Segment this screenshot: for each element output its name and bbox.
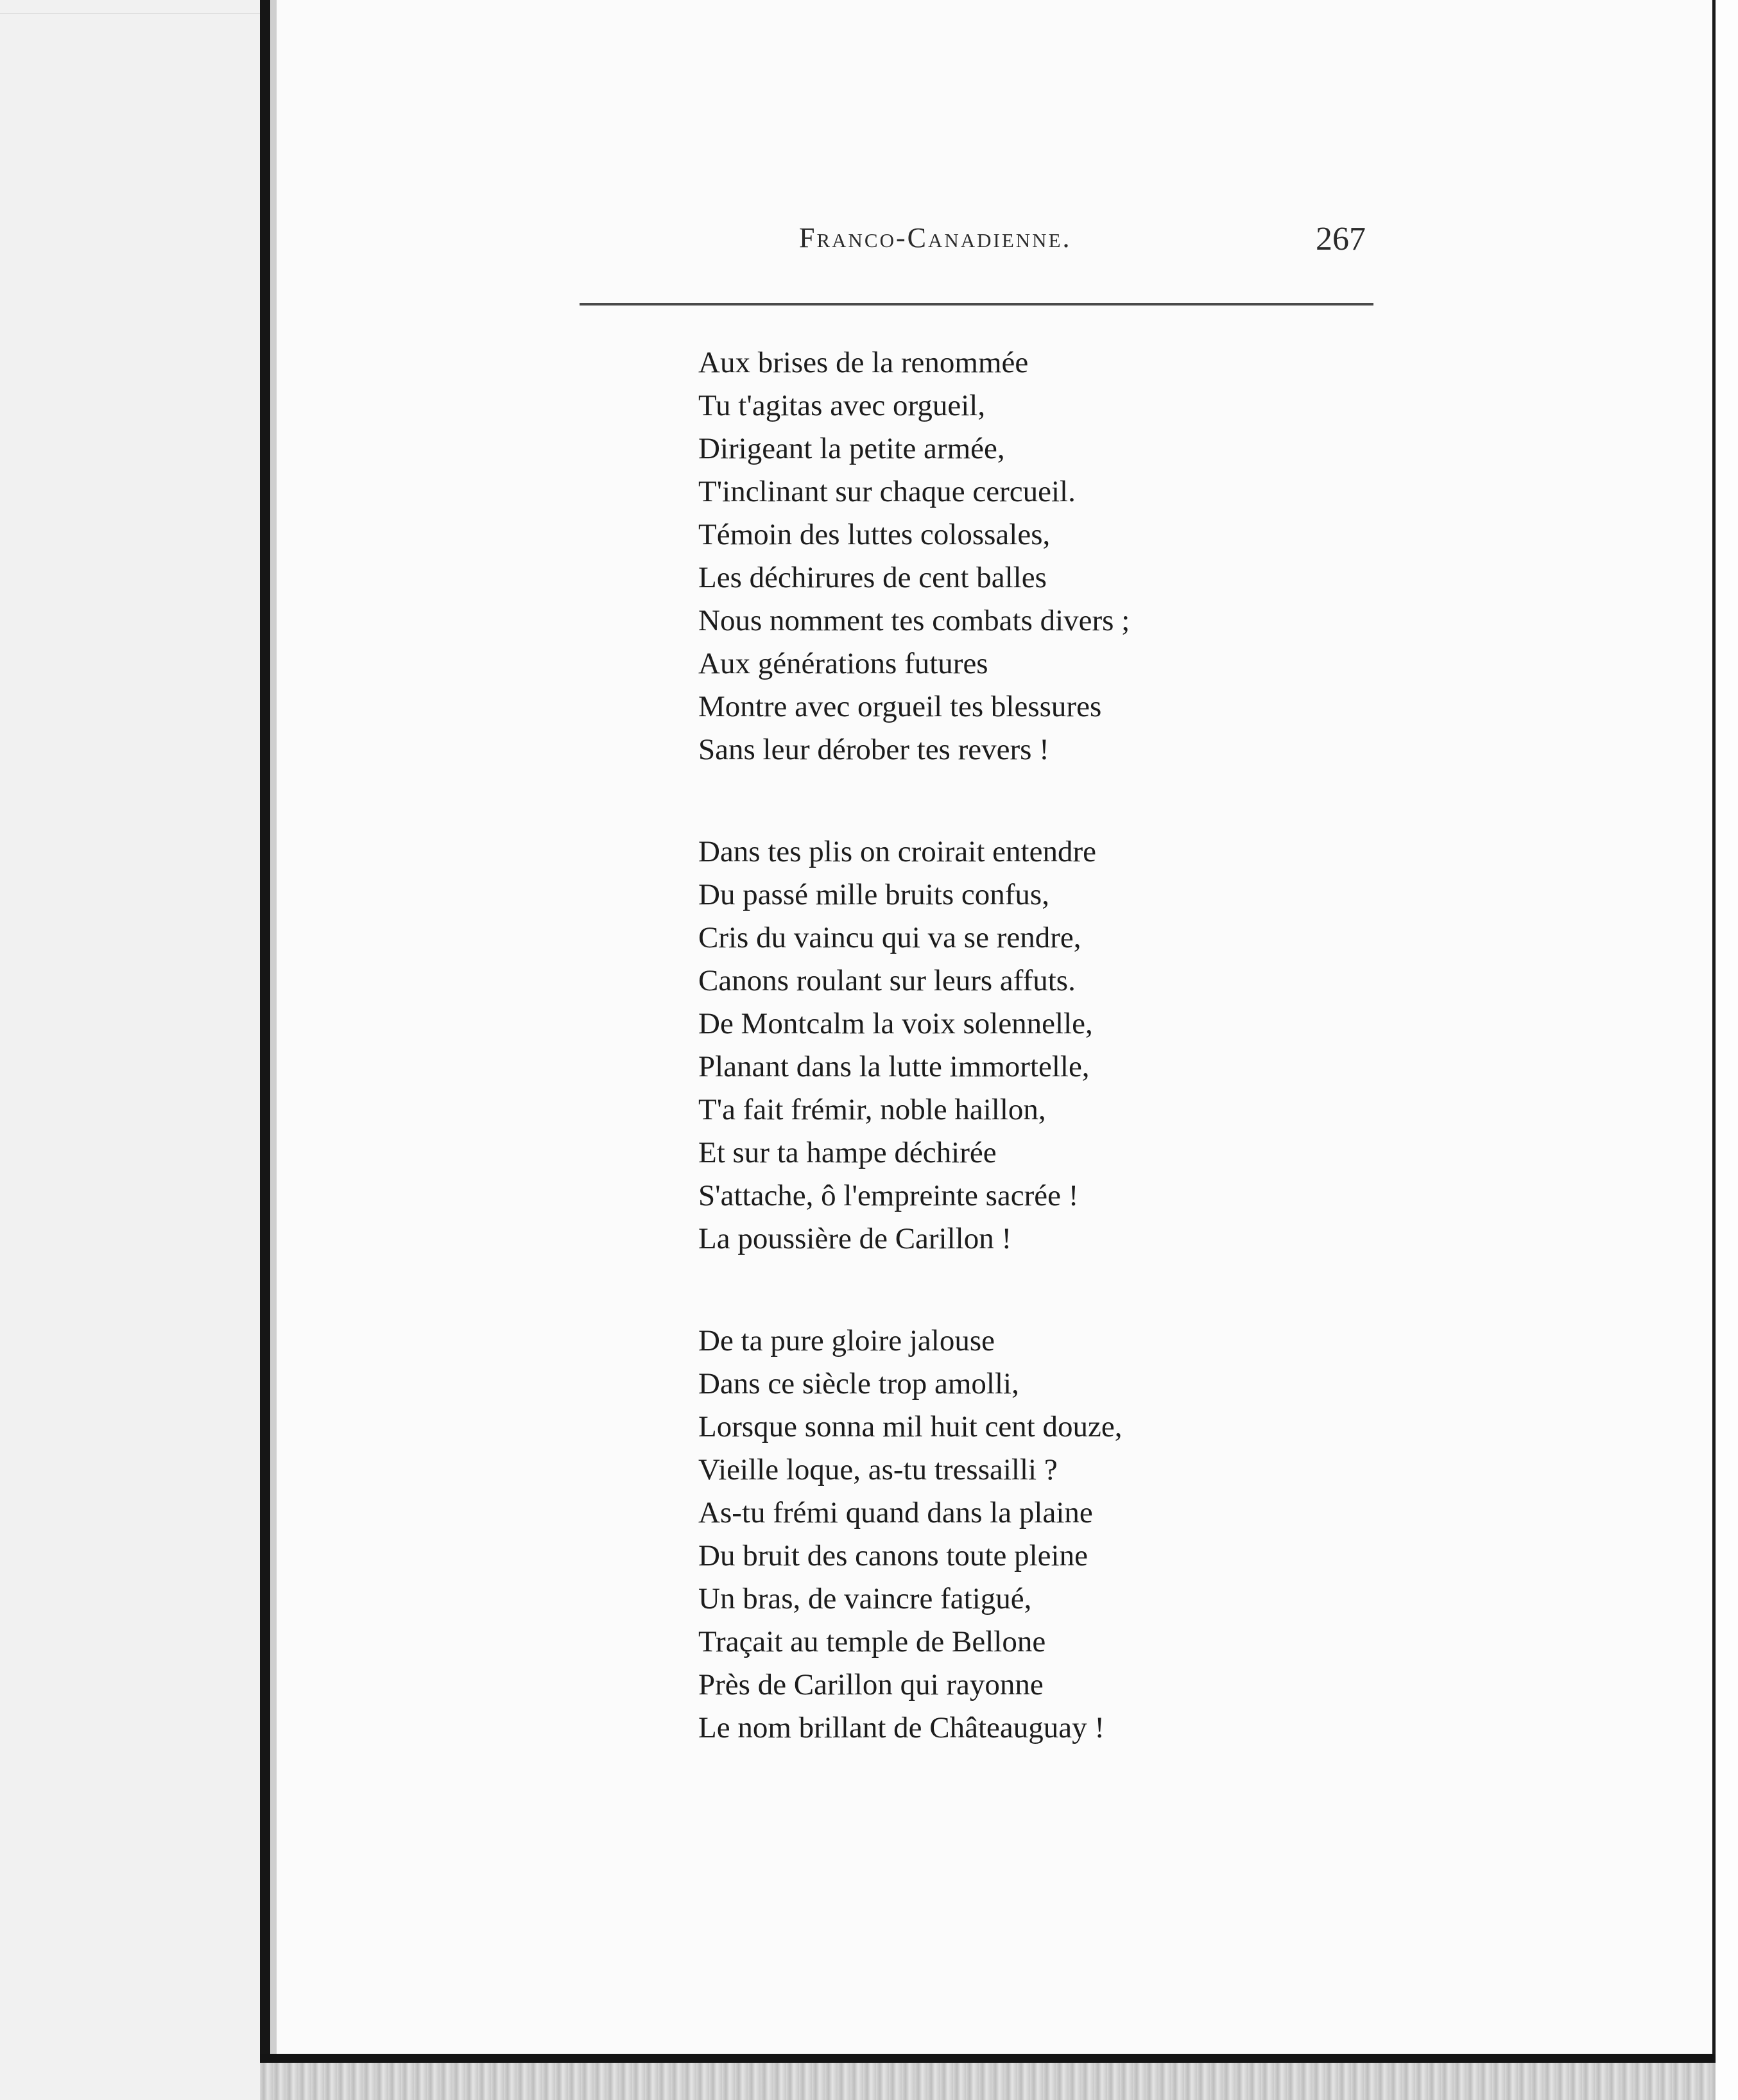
running-head [578,221,1373,266]
poem-line: Tu t'agitas avec orgueil, [698,389,986,422]
poem-line: Dirigeant la petite armée, [698,432,1005,465]
book-gutter [260,0,270,2100]
left-page-edge [0,13,260,14]
poem-line: Dans ce siècle trop amolli, [698,1367,1019,1400]
poem-line: Du passé mille bruits confus, [698,878,1049,911]
poem-line: Cris du vaincu qui va se rendre, [698,921,1081,954]
poem-line: As-tu frémi quand dans la plaine [698,1496,1093,1529]
poem-line: De Montcalm la voix solennelle, [698,1007,1093,1040]
poem-line: T'a fait frémir, noble haillon, [698,1093,1046,1126]
poem-line: Dans tes plis on croirait entendre [698,835,1096,868]
poem-line: Près de Carillon qui rayonne [698,1668,1044,1701]
poem-line: Sans leur dérober tes revers ! [698,733,1049,766]
stanza [698,831,1340,1261]
poem-line: Aux générations futures [698,647,988,680]
poem-line: Du bruit des canons toute pleine [698,1539,1088,1572]
gutter-shadow [270,0,277,2100]
running-title: Franco-Canadienne. [799,222,1072,254]
header-rule [580,303,1373,306]
poem-body [698,341,1340,1809]
stanza [698,1320,1340,1750]
poem-line: T'inclinant sur chaque cercueil. [698,475,1076,508]
scan-margin-right [1716,0,1738,2100]
poem-line: La poussière de Carillon ! [698,1222,1012,1255]
poem-line: Lorsque sonna mil huit cent douze, [698,1410,1123,1443]
page-number: 267 [1316,221,1366,257]
poem-line: Les déchirures de cent balles [698,561,1047,594]
poem-line: Témoin des luttes colossales, [698,518,1051,551]
poem-line: S'attache, ô l'empreinte sacrée ! [698,1179,1079,1212]
poem-line: Vieille loque, as-tu tressailli ? [698,1453,1058,1486]
poem-line: Planant dans la lutte immortelle, [698,1050,1090,1083]
page-stack-edge [260,2063,1716,2100]
poem-line: Canons roulant sur leurs affuts. [698,964,1076,997]
stanza [698,341,1340,771]
poem-line: Aux brises de la renommée [698,346,1029,379]
poem-line: Traçait au temple de Bellone [698,1625,1046,1658]
poem-line: Nous nomment tes combats divers ; [698,604,1130,637]
poem-line: Et sur ta hampe déchirée [698,1136,997,1169]
page-bottom-edge [260,2054,1716,2063]
poem-line: Montre avec orgueil tes blessures [698,690,1102,723]
poem-line: Le nom brillant de Châteauguay ! [698,1711,1105,1744]
poem-line: Un bras, de vaincre fatigué, [698,1582,1032,1615]
poem-line: De ta pure gloire jalouse [698,1324,995,1357]
left-page-margin [0,0,260,2100]
